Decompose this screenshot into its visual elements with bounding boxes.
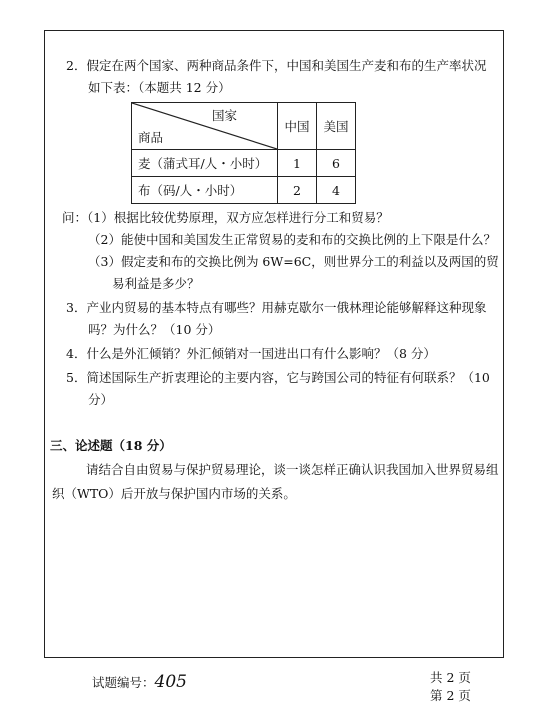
row-label-wheat: 麦（蒲式耳/人・小时） [132, 150, 278, 177]
table-row [132, 177, 356, 204]
q5-line2: 分） [88, 392, 114, 407]
section3-heading: 三、论述题（18 分） [50, 438, 172, 453]
q3-line2: 吗？为什么？（10 分） [88, 322, 221, 337]
table-row [132, 150, 356, 177]
exam-code-value: 405 [154, 672, 187, 692]
cell-cloth-usa: 4 [317, 177, 356, 204]
cell-cloth-china: 2 [278, 177, 317, 204]
cell-wheat-usa: 6 [317, 150, 356, 177]
q2-line1: 2．假定在两个国家、两种商品条件下，中国和美国生产麦和布的生产率状况 [66, 58, 487, 73]
q2-line2: 如下表：（本题共 12 分） [88, 80, 231, 95]
q5-line1: 5．简述国际生产折衷理论的主要内容，它与跨国公司的特征有何联系？（10 [66, 370, 490, 385]
row-label-cloth: 布（码/人・小时） [132, 177, 278, 204]
section3-line1: 请结合自由贸易与保护贸易理论，谈一谈怎样正确认识我国加入世界贸易组 [86, 462, 499, 477]
q2-ask-1: 问：（1）根据比较优势原理，双方应怎样进行分工和贸易？ [62, 210, 389, 225]
current-page: 第 2 页 [430, 688, 471, 703]
productivity-table [131, 102, 356, 204]
exam-code-label: 试题编号： [92, 675, 155, 690]
col-header-usa: 美国 [317, 103, 356, 150]
exam-code [92, 672, 187, 692]
section3-line2: 织（WTO）后开放与保护国内市场的关系。 [52, 486, 296, 501]
col-header-china: 中国 [278, 103, 317, 150]
table-diagonal-header [132, 103, 278, 150]
q4-line1: 4．什么是外汇倾销？外汇倾销对一国进出口有什么影响？（8 分） [66, 346, 436, 361]
cell-wheat-china: 1 [278, 150, 317, 177]
header-goods: 商品 [138, 130, 164, 145]
header-country: 国家 [211, 108, 237, 123]
q2-sub-3-line1: （3）假定麦和布的交换比例为 6W=6C，则世界分工的利益以及两国的贸 [88, 254, 499, 269]
q3-line1: 3．产业内贸易的基本特点有哪些？用赫克歇尔一俄林理论能够解释这种现象 [66, 300, 487, 315]
q2-sub-3-line2: 易利益是多少？ [112, 276, 200, 291]
total-pages: 共 2 页 [430, 670, 471, 685]
q2-sub-2: （2）能使中国和美国发生正常贸易的麦和布的交换比例的上下限是什么？ [88, 232, 496, 247]
